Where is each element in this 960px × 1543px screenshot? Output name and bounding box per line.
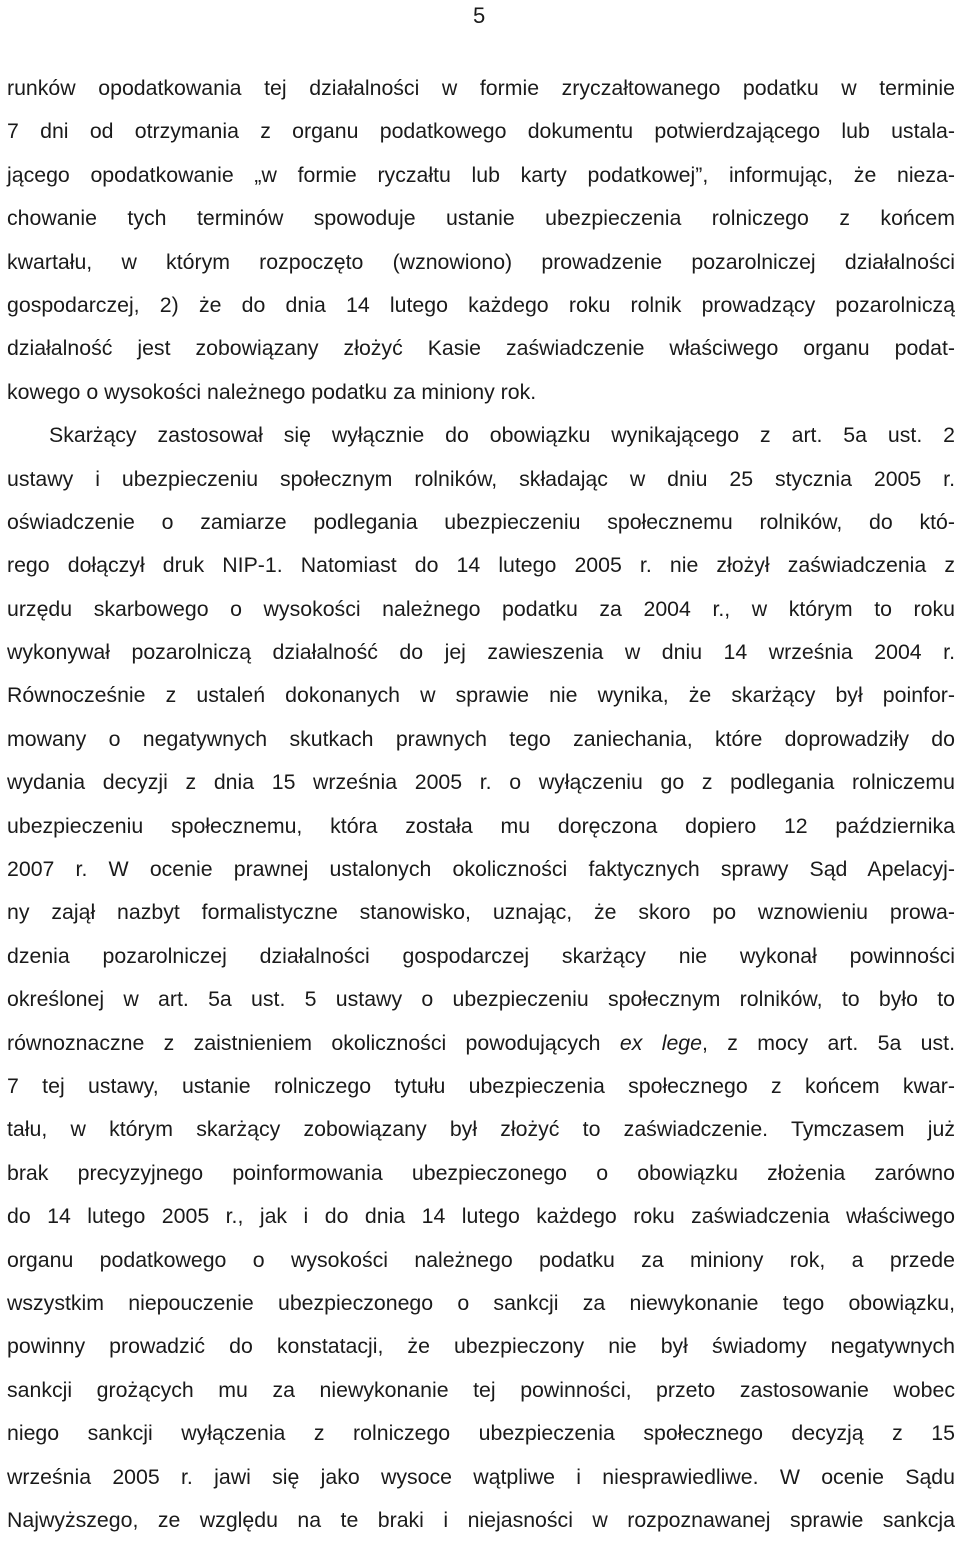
text-segment: , z mocy art. 5a ust. bbox=[702, 1030, 955, 1055]
text-line: wykonywał pozarolniczą działalność do jej zawieszenia w dniu 14 września 2004 r. bbox=[7, 640, 955, 665]
document-body bbox=[7, 67, 955, 1542]
text-line: tału, w którym skarżący zobowiązany był złożyć to zaświadczenie. Tymczasem już bbox=[7, 1117, 955, 1142]
text-line: brak precyzyjnego poinformowania ubezpieczonego o obowiązku złożenia zarówno bbox=[7, 1160, 955, 1185]
text-line: do 14 lutego 2005 r., jak i do dnia 14 lutego każdego roku zaświadczenia właściwego bbox=[7, 1204, 955, 1229]
paragraph-first-line: Skarżący zastosował się wyłącznie do obowiązku wynikającego z art. 5a ust. 2 bbox=[49, 423, 955, 448]
text-line: wydania decyzji z dnia 15 września 2005 r. o wyłączeniu go z podlegania rolniczemu bbox=[7, 770, 955, 795]
text-line: sankcji grożących mu za niewykonanie tej powinności, przeto zastosowanie wobec bbox=[7, 1377, 955, 1402]
text-line: urzędu skarbowego o wysokości należnego podatku za 2004 r., w którym to roku bbox=[7, 596, 955, 621]
text-line: działalność jest zobowiązany złożyć Kasie zaświadczenie właściwego organu podat- bbox=[7, 336, 955, 361]
text-segment: równoznaczne z zaistnieniem okoliczności powodujących bbox=[7, 1030, 620, 1055]
text-line: runków opodatkowania tej działalności w formie zryczałtowanego podatku w terminie bbox=[7, 76, 955, 100]
text-line: 7 tej ustawy, ustanie rolniczego tytułu ubezpieczenia społecznego z końcem kwar- bbox=[7, 1073, 955, 1098]
text-line: kowego o wysokości należnego podatku za miniony rok. bbox=[7, 379, 537, 404]
text-line: Najwyższego, ze względu na te braki i niejasności w rozpoznawanej sprawie sankcja bbox=[7, 1507, 955, 1532]
text-line: organu podatkowego o wysokości należnego podatku za miniony rok, a przede bbox=[7, 1247, 955, 1272]
text-line: jącego opodatkowanie „w formie ryczałtu lub karty podatkowej”, informując, że nieza- bbox=[7, 162, 955, 187]
text-line: 2007 r. W ocenie prawnej ustalonych okoliczności faktycznych sprawy Sąd Apelacyj- bbox=[7, 857, 955, 882]
text-line: mowany o negatywnych skutkach prawnych tego zaniechania, które doprowadziły do bbox=[7, 726, 955, 751]
text-line: określonej w art. 5a ust. 5 ustawy o ubezpieczeniu społecznym rolników, to było to bbox=[7, 987, 955, 1012]
text-line: niego sankcji wyłączenia z rolniczego ubezpieczenia społecznego decyzją z 15 bbox=[7, 1421, 955, 1446]
text-line: 7 dni od otrzymania z organu podatkowego dokumentu potwierdzającego lub ustala- bbox=[7, 119, 955, 144]
text-line: rego dołączył druk NIP-1. Natomiast do 14 lutego 2005 r. nie złożył zaświadczenia z bbox=[7, 553, 955, 578]
text-line: kwartału, w którym rozpoczęto (wznowiono) prowadzenie pozarolniczej działalności bbox=[7, 249, 955, 274]
text-line: września 2005 r. jawi się jako wysoce wątpliwe i niesprawiedliwe. W ocenie Sądu bbox=[7, 1464, 955, 1489]
text-line: dzenia pozarolniczej działalności gospodarczej skarżący nie wykonał powinności bbox=[7, 943, 955, 968]
text-line: oświadczenie o zamiarze podlegania ubezpieczeniu społecznemu rolników, do któ- bbox=[7, 509, 955, 534]
text-line: Równocześnie z ustaleń dokonanych w sprawie nie wynika, że skarżący był poinfor- bbox=[7, 683, 955, 708]
text-line: ny zajął nazbyt formalistyczne stanowisko, uznając, że skoro po wznowieniu prowa- bbox=[7, 900, 955, 925]
text-line: wszystkim niepouczenie ubezpieczonego o sankcji za niewykonanie tego obowiązku, bbox=[7, 1290, 955, 1315]
text-line: ustawy i ubezpieczeniu społecznym rolników, składając w dniu 25 stycznia 2005 r. bbox=[7, 466, 955, 491]
italic-term: ex lege bbox=[619, 1030, 702, 1055]
text-line: gospodarczej, 2) że do dnia 14 lutego każdego roku rolnik prowadzący pozarolniczą bbox=[7, 292, 955, 317]
text-line: chowanie tych terminów spowoduje ustanie ubezpieczenia rolniczego z końcem bbox=[7, 206, 955, 231]
text-line-with-italic bbox=[7, 1022, 955, 1065]
text-line: powinny prowadzić do konstatacji, że ubezpieczony nie był świadomy negatywnych bbox=[7, 1334, 955, 1359]
text-line: ubezpieczeniu społecznemu, która została mu doręczona dopiero 12 października bbox=[7, 813, 955, 838]
page-number: 5 bbox=[473, 3, 486, 28]
